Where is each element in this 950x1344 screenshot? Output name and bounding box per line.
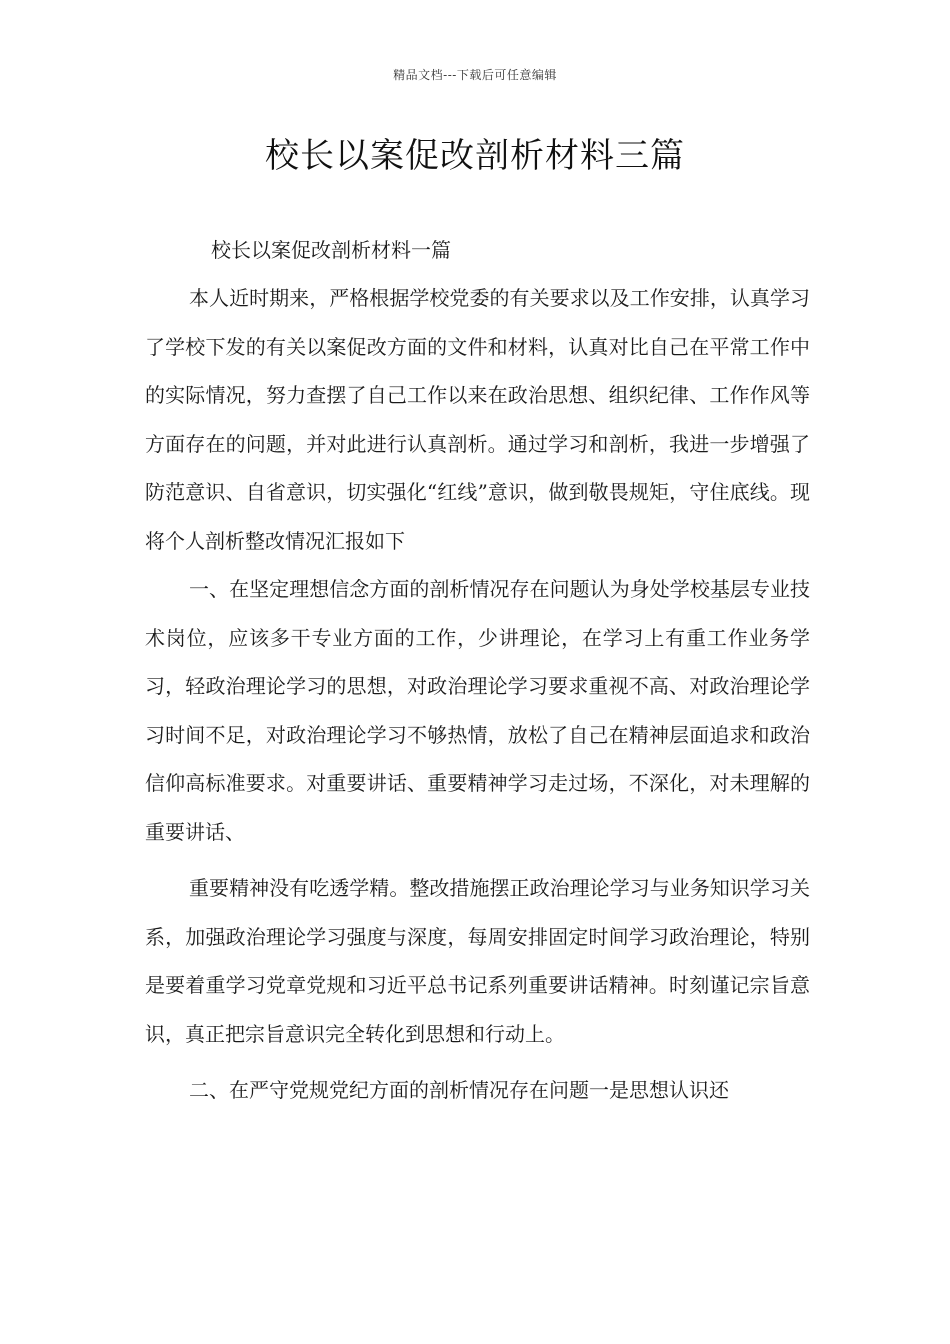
document-title: 校长以案促改剖析材料三篇 (265, 136, 685, 176)
paragraph-ideals: 一、在坚定理想信念方面的剖析情况存在问题认为身处学校基层专业技术岗位，应该多干专业方面的工作，少讲理论，在学习上有重工作业务学习，轻政治理论学习的思想，对政治理论学习要求重视不高、对政治理论学习时间不足，对政治理论学习不够热情，放松了自己在精神层面追求和政治信仰高标准要求。对重要讲话、重要精神学习走过场，不深化，对未理解的重要讲话、 (145, 577, 810, 844)
document-body (145, 226, 810, 1115)
paragraph-discipline: 二、在严守党规党纪方面的剖析情况存在问题一是思想认识还 (189, 1078, 729, 1102)
paragraph-rectification: 重要精神没有吃透学精。整改措施摆正政治理论学习与业务知识学习关系，加强政治理论学习强度与深度，每周安排固定时间学习政治理论，特别是要着重学习党章党规和习近平总书记系列重要讲话精神。时刻谨记宗旨意识，真正把宗旨意识完全转化到思想和行动上。 (145, 876, 810, 1046)
section-title: 校长以案促改剖析材料一篇 (211, 238, 451, 262)
paragraph-intro: 本人近时期来，严格根据学校党委的有关要求以及工作安排，认真学习了学校下发的有关以案促改方面的文件和材料，认真对比自己在平常工作中的实际情况，努力查摆了自己工作以来在政治思想、组织纪律、工作作风等方面存在的问题，并对此进行认真剖析。通过学习和剖析，我进一步增强了防范意识、自省意识，切实强化“红线”意识，做到敬畏规矩，守住底线。现将个人剖析整改情况汇报如下 (145, 286, 810, 553)
header-note: 精品文档---下载后可任意编辑 (393, 68, 557, 82)
